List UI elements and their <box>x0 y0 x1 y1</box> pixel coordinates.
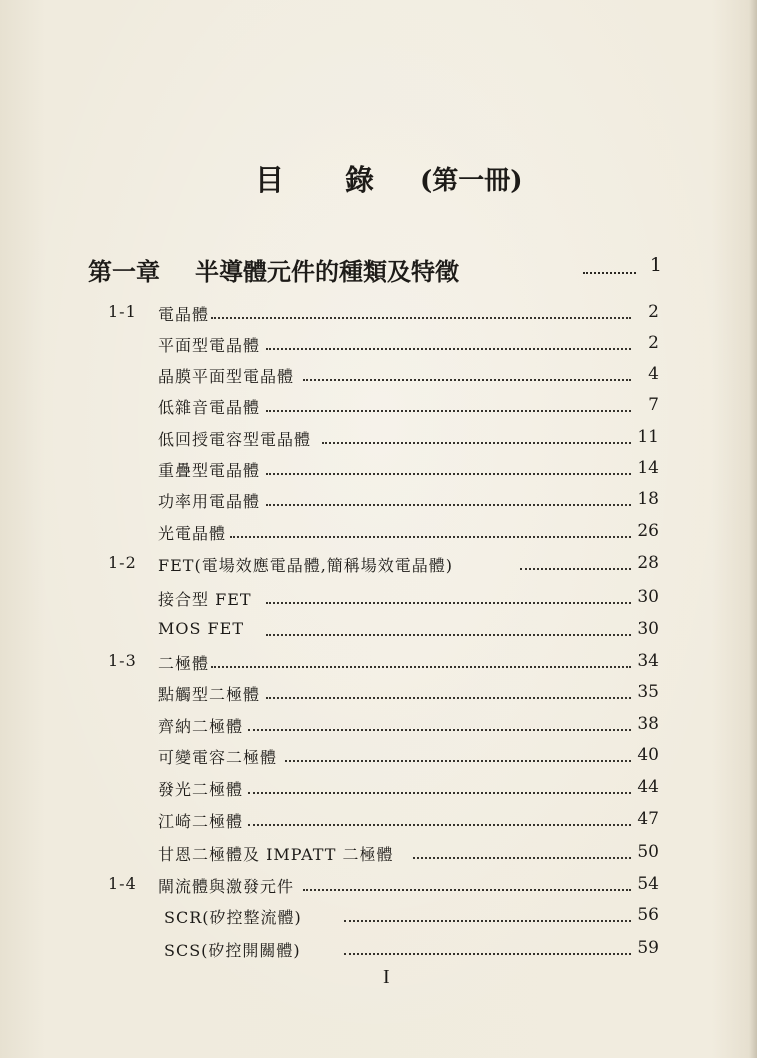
title-part-2: 錄 <box>345 163 375 197</box>
toc-page-number: 18 <box>637 489 659 509</box>
toc-page-number: 26 <box>637 521 659 541</box>
toc-page-number: 50 <box>637 842 659 862</box>
toc-entry-label: 低回授電容型電晶體 <box>158 430 312 449</box>
toc-entry-label: 二極體 <box>158 654 210 673</box>
title-volume: (第一冊) <box>420 166 523 196</box>
toc-leader-dots <box>322 442 631 444</box>
toc-entry <box>108 745 659 769</box>
toc-entry-label: SCR(矽控整流體) <box>164 908 302 927</box>
toc-leader-dots <box>266 634 631 636</box>
toc-entry <box>108 938 659 962</box>
toc-entry-label: FET(電場效應電晶體,簡稱場效電晶體) <box>158 556 454 575</box>
toc-page-number: 40 <box>637 745 659 765</box>
toc-entry <box>108 777 659 801</box>
toc-page-number: 30 <box>637 587 659 607</box>
toc-page-number: 2 <box>648 302 659 322</box>
toc-leader-dots <box>266 473 631 475</box>
toc-page-number: 2 <box>648 333 659 353</box>
toc-entry-label: 低雜音電晶體 <box>158 398 261 417</box>
toc-leader-dots <box>230 536 631 538</box>
toc-leader-dots <box>266 602 631 604</box>
toc-entry-label: 發光二極體 <box>158 780 244 799</box>
toc-entry <box>108 364 659 388</box>
toc-page-number: 30 <box>637 619 659 639</box>
toc-entry-label: 功率用電晶體 <box>158 492 261 511</box>
toc-entry-label: 重疊型電晶體 <box>158 461 261 480</box>
toc-entry <box>108 458 659 482</box>
toc-entry <box>108 521 659 545</box>
title-part-1: 目 <box>255 163 285 197</box>
toc-entry <box>108 714 659 738</box>
toc-entry <box>108 809 659 833</box>
toc-leader-dots <box>248 792 631 794</box>
toc-entry <box>108 553 659 577</box>
toc-section-number: 1-3 <box>108 651 137 670</box>
toc-page-number: 34 <box>637 651 659 671</box>
page-edge-shadow <box>749 0 757 1058</box>
toc-entry-label: 晶膜平面型電晶體 <box>158 367 295 386</box>
toc-page-number: 44 <box>637 777 659 797</box>
toc-leader-dots <box>303 889 631 891</box>
toc-section-number: 1-2 <box>108 553 137 572</box>
toc-leader-dots <box>285 760 631 762</box>
chapter-number: 第一章 <box>88 257 160 286</box>
toc-entry <box>108 682 659 706</box>
toc-entry <box>108 427 659 451</box>
toc-entry <box>108 489 659 513</box>
toc-entry-label: 可變電容二極體 <box>158 748 278 767</box>
toc-entry <box>108 302 659 326</box>
toc-leader-dots <box>520 568 631 570</box>
toc-entry-label: 電晶體 <box>158 305 210 324</box>
toc-entry <box>108 874 659 898</box>
toc-page-number: 7 <box>648 395 659 415</box>
chapter-heading <box>88 252 662 286</box>
toc-leader-dots <box>266 504 631 506</box>
toc-entry <box>108 395 659 419</box>
toc-page-number: 14 <box>637 458 659 478</box>
toc-leader-dots <box>266 348 631 350</box>
toc-page-number: 35 <box>637 682 659 702</box>
toc-entry-label: 接合型 FET <box>158 590 252 609</box>
toc-page-number: 38 <box>637 714 659 734</box>
toc-page-number: 11 <box>637 427 659 447</box>
chapter-leader-dots <box>583 272 636 274</box>
toc-page-number: 4 <box>648 364 659 384</box>
toc-entry-label: 點觸型二極體 <box>158 685 261 704</box>
toc-entry-label: 光電晶體 <box>158 524 227 543</box>
toc-page-number: 59 <box>637 938 659 958</box>
toc-leader-dots <box>266 697 631 699</box>
toc-entry <box>108 333 659 357</box>
chapter-page-number: 1 <box>649 254 662 276</box>
toc-entry-label: MOS FET <box>158 619 244 638</box>
toc-page-number: 47 <box>637 809 659 829</box>
toc-leader-dots <box>413 857 631 859</box>
page-title <box>255 158 555 198</box>
toc-page-number: 54 <box>637 874 659 894</box>
toc-leader-dots <box>248 824 631 826</box>
toc-entry <box>108 619 659 643</box>
toc-leader-dots <box>303 379 631 381</box>
toc-section-number: 1-4 <box>108 874 137 893</box>
toc-leader-dots <box>344 920 631 922</box>
toc-section-number: 1-1 <box>108 302 137 321</box>
toc-entry-label: 閘流體與激發元件 <box>158 877 295 896</box>
toc-page-number: 56 <box>637 905 659 925</box>
toc-page-number: 28 <box>637 553 659 573</box>
toc-entry <box>108 587 659 611</box>
toc-entry <box>108 905 659 929</box>
page-footer-numeral: I <box>383 966 390 988</box>
toc-leader-dots <box>344 953 631 955</box>
chapter-title: 半導體元件的種類及特徵 <box>195 257 459 286</box>
toc-entry <box>108 842 659 866</box>
toc-entry-label: 江崎二極體 <box>158 812 244 831</box>
toc-entry-label: 齊納二極體 <box>158 717 244 736</box>
toc-entry-label: 平面型電晶體 <box>158 336 261 355</box>
toc-entry <box>108 651 659 675</box>
toc-leader-dots <box>266 410 631 412</box>
toc-leader-dots <box>211 317 631 319</box>
toc-leader-dots <box>211 666 631 668</box>
toc-entry-label: 甘恩二極體及 IMPATT 二極體 <box>158 845 394 864</box>
toc-leader-dots <box>248 729 631 731</box>
toc-entry-label: SCS(矽控開關體) <box>164 941 301 960</box>
